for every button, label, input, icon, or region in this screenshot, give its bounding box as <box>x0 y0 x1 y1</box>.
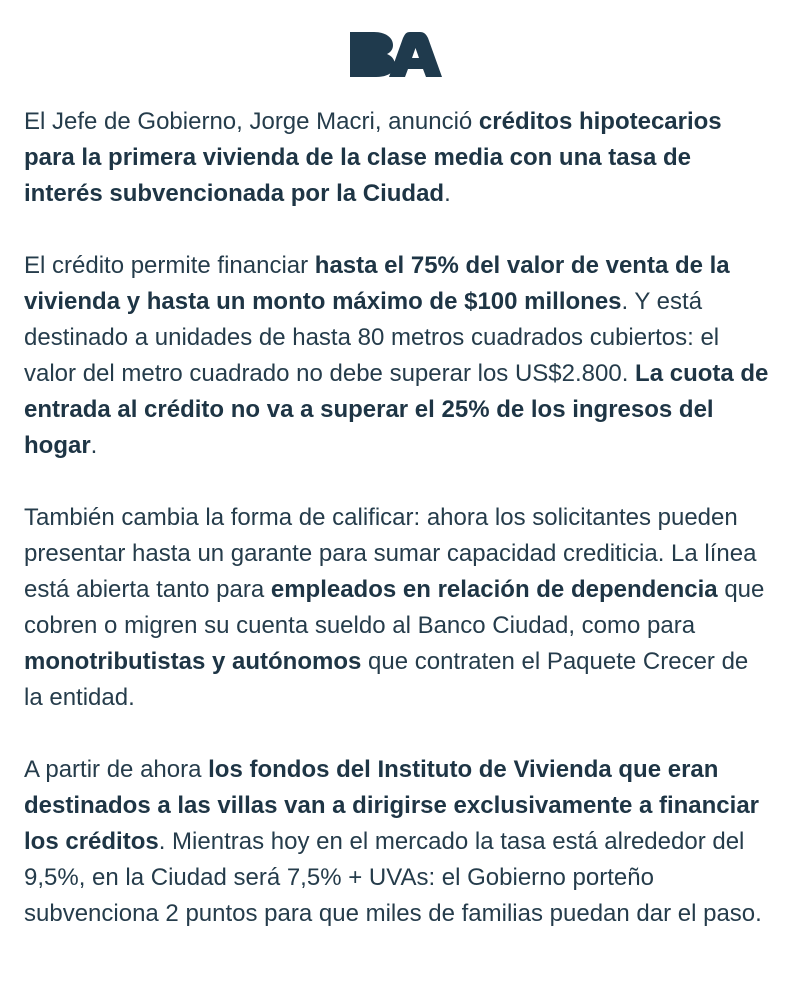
paragraph-3 <box>24 500 772 716</box>
article-body <box>24 104 772 932</box>
paragraph-2-text: El crédito permite financiar <box>24 252 315 279</box>
paragraph-4-text: . Mientras hoy en el mercado la tasa está alrededor del 9,5%, en la Ciudad será 7,5% + UVAs: el Gobierno porteño subvenciona 2 puntos para que miles de familias puedan dar el paso. <box>24 828 762 927</box>
paragraph-4 <box>24 752 772 932</box>
paragraph-3-highlight: monotributistas y autónomos <box>24 648 362 675</box>
paragraph-3-text: que cobren o migren su cuenta sueldo al Banco Ciudad, como para <box>24 576 765 639</box>
paragraph-3-highlight: empleados en relación de dependencia <box>270 576 718 603</box>
paragraph-1-text: El Jefe de Gobierno, Jorge Macri, anunció <box>24 108 479 135</box>
paragraph-3-text: que contraten el Paquete Crecer de la entidad. <box>24 648 749 711</box>
ba-logo-icon <box>348 30 444 78</box>
paragraph-2-text: . Y está destinado a unidades de hasta 80 metros cuadrados cubiertos: el valor del metro cuadrado no debe superar los US$2.800. <box>24 288 720 387</box>
paragraph-1-text: . <box>444 180 451 207</box>
paragraph-2-text: . <box>90 432 98 459</box>
paragraph-2-highlight: hasta el 75% del valor de venta de la vivienda y hasta un monto máximo de $100 millones <box>24 252 730 315</box>
paragraph-1-highlight: créditos hipotecarios para la primera vivienda de la clase media con una tasa de interés subvencionada por la Ciudad <box>24 108 722 207</box>
paragraph-2-highlight: La cuota de entrada al crédito no va a superar el 25% de los ingresos del hogar <box>24 360 769 459</box>
paragraph-3-text: También cambia la forma de calificar: ahora los solicitantes pueden presentar hasta un garante para sumar capacidad crediticia. La línea está abierta tanto para <box>24 504 757 603</box>
paragraph-4-text: A partir de ahora <box>24 756 209 783</box>
paragraph-4-highlight: los fondos del Instituto de Vivienda que eran destinados a las villas van a dirigirse exclusivamente a financiar los créditos <box>24 756 760 855</box>
paragraph-1 <box>24 104 772 212</box>
ba-logo <box>348 30 444 78</box>
paragraph-2 <box>24 248 772 464</box>
